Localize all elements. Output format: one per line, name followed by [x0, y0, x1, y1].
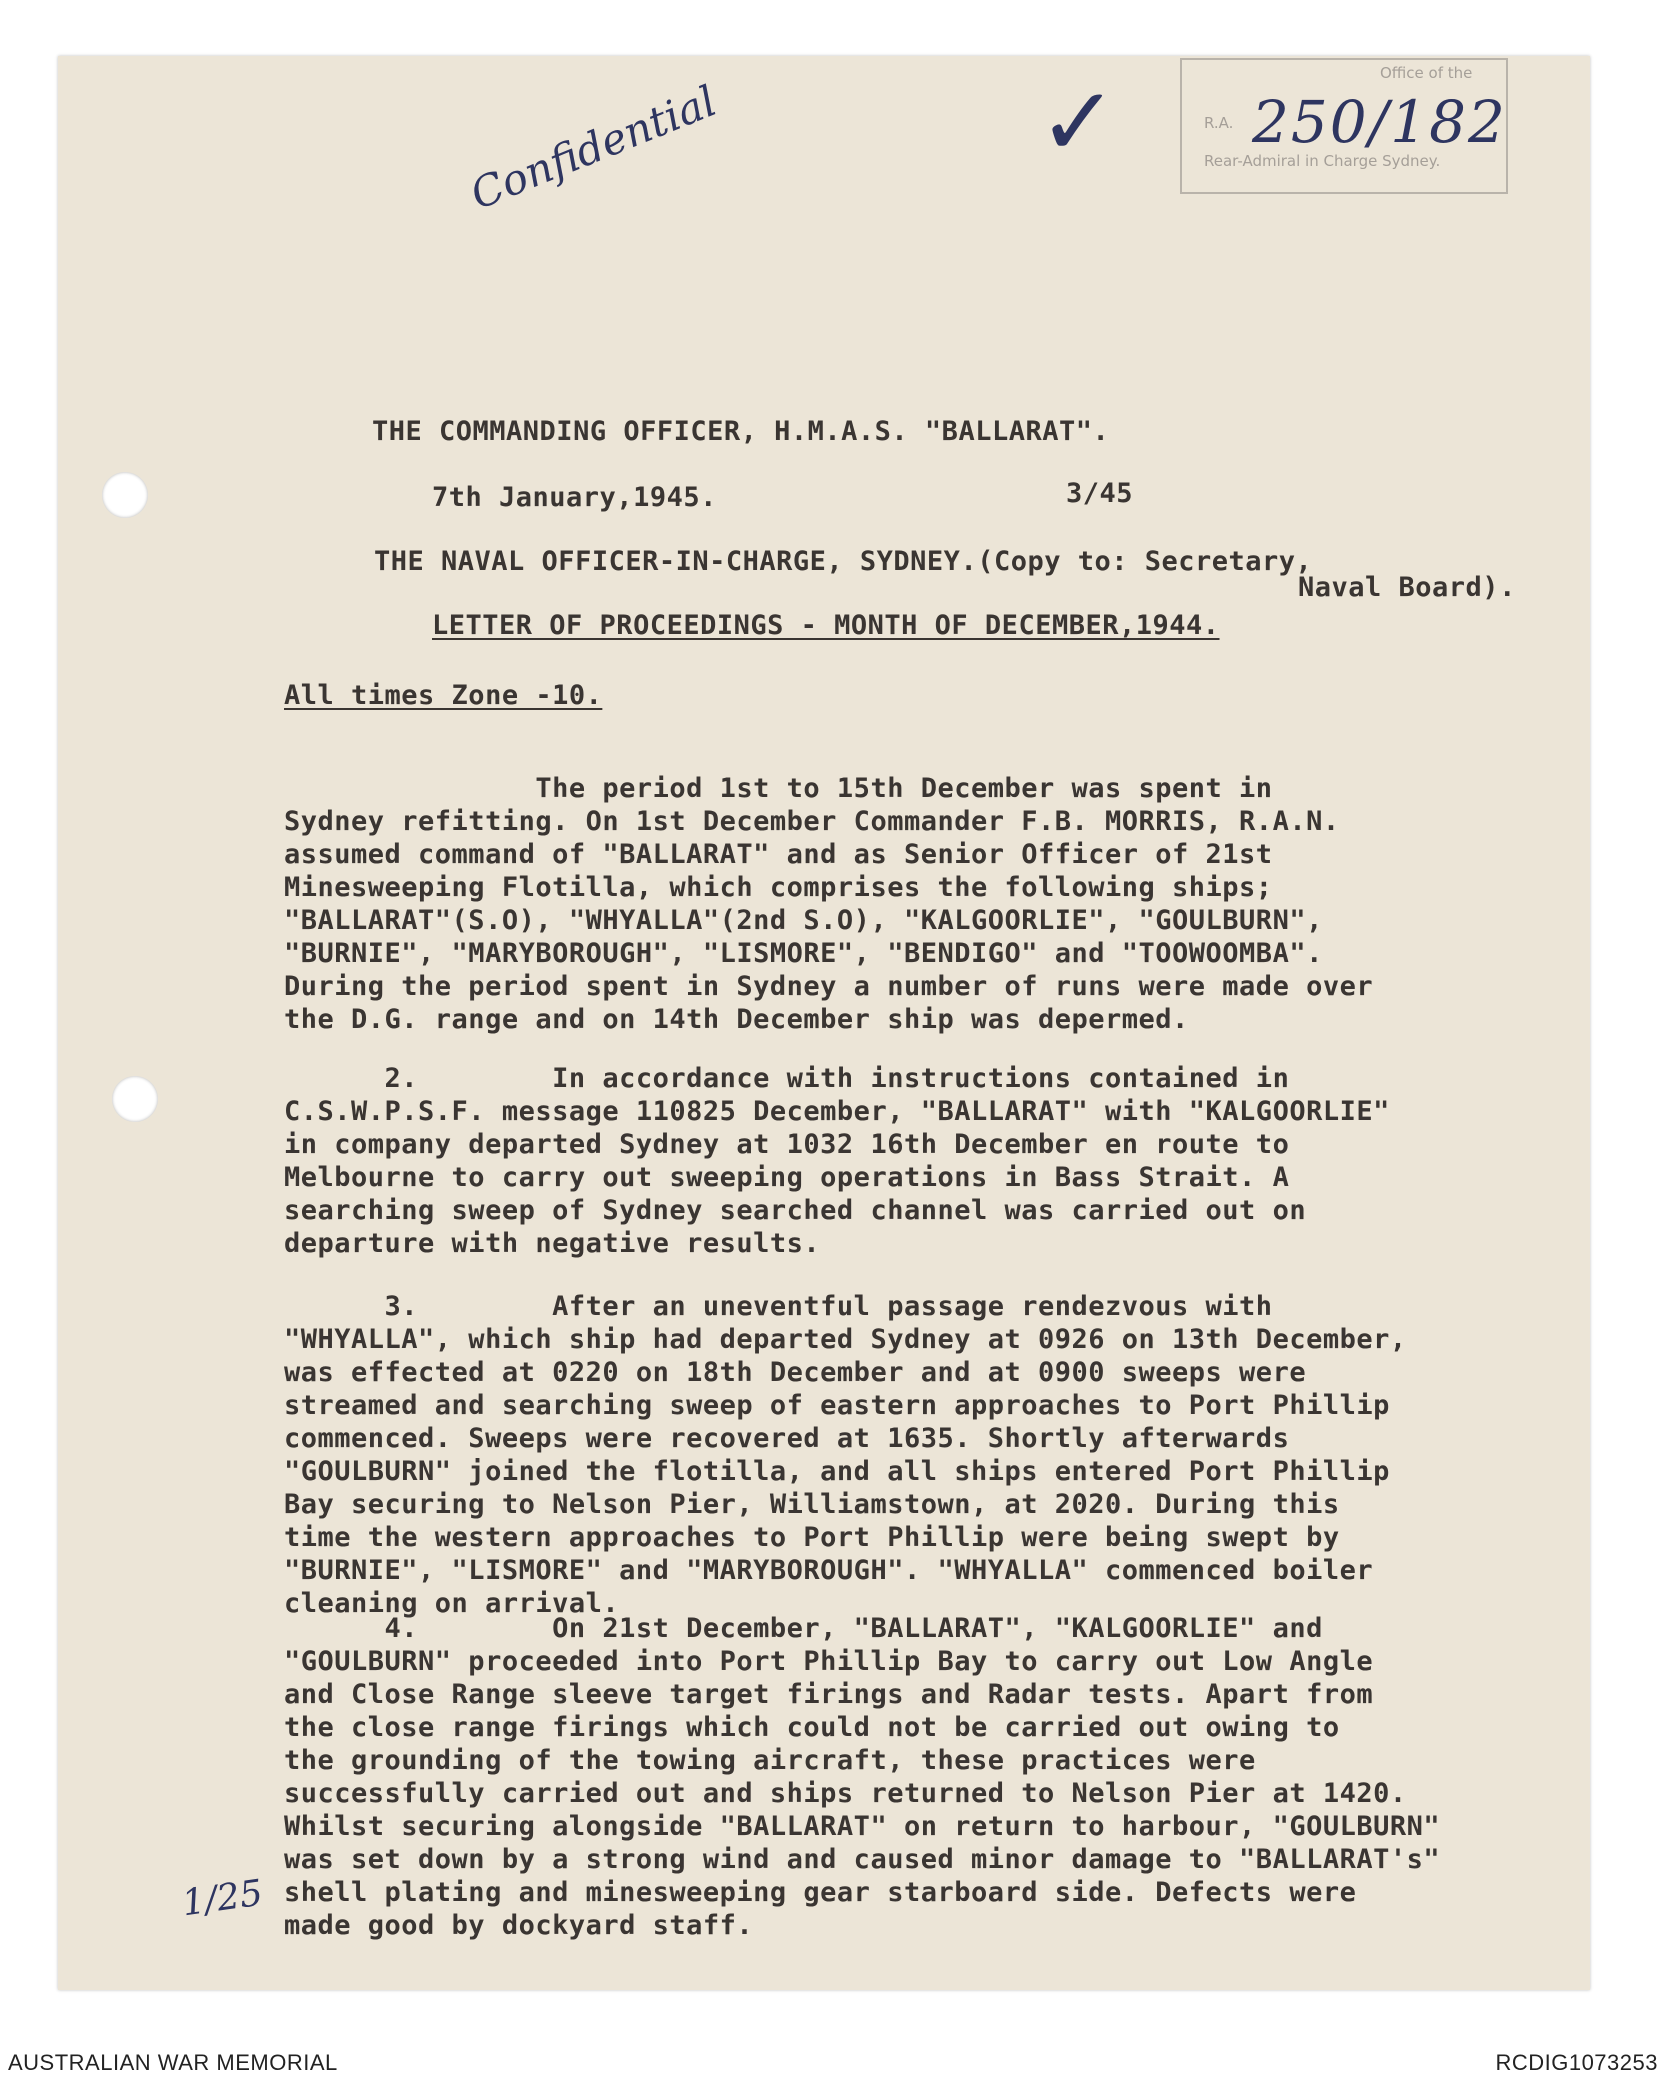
letter-to-line-1: THE NAVAL OFFICER-IN-CHARGE, SYDNEY.(Copy to: Secretary,	[374, 546, 1313, 577]
paragraph-line: in company departed Sydney at 1032 16th December en route to	[284, 1129, 1290, 1160]
paragraph-line: the grounding of the towing aircraft, these practices were	[284, 1745, 1256, 1776]
letter-to-line-2: Naval Board).	[1298, 572, 1516, 603]
stamp-line-2: R.A.	[1204, 114, 1234, 132]
paragraph-line: Whilst securing alongside "BALLARAT" on return to harbour, "GOULBURN"	[284, 1811, 1441, 1842]
paragraph-line: "BURNIE", "MARYBOROUGH", "LISMORE", "BENDIGO" and "TOOWOOMBA".	[284, 938, 1323, 969]
archive-credit: AUSTRALIAN WAR MEMORIAL	[8, 2050, 338, 2075]
paragraph-line: 4. On 21st December, "BALLARAT", "KALGOORLIE" and	[284, 1613, 1323, 1644]
margin-note: 1/25	[179, 1872, 266, 1925]
file-number: 250/182	[1252, 88, 1507, 156]
paragraph-line: commenced. Sweeps were recovered at 1635. Shortly afterwards	[284, 1423, 1290, 1454]
paragraph-line: shell plating and minesweeping gear starboard side. Defects were	[284, 1877, 1357, 1908]
paragraph-line: Minesweeping Flotilla, which comprises the following ships;	[284, 872, 1273, 903]
paragraph-line: 2. In accordance with instructions contained in	[284, 1063, 1290, 1094]
punch-hole-top	[102, 472, 148, 518]
confidential-annotation: Confidential	[463, 76, 724, 219]
paragraph-line: successfully carried out and ships returned to Nelson Pier at 1420.	[284, 1778, 1407, 1809]
letter-reference: 3/45	[1066, 478, 1134, 509]
paragraph-line: "GOULBURN" joined the flotilla, and all ships entered Port Phillip	[284, 1456, 1390, 1487]
paragraph-line: "BALLARAT"(S.O), "WHYALLA"(2nd S.O), "KALGOORLIE", "GOULBURN",	[284, 905, 1323, 936]
paragraph-line: Sydney refitting. On 1st December Commander F.B. MORRIS, R.A.N.	[284, 806, 1340, 837]
paragraph-4	[284, 1612, 1440, 1942]
letter-subject: LETTER OF PROCEEDINGS - MONTH OF DECEMBER,1944.	[432, 610, 1220, 641]
paragraph-line: the close range firings which could not be carried out owing to	[284, 1712, 1340, 1743]
stamp-line-1: Office of the	[1380, 64, 1473, 82]
paragraph-line: Melbourne to carry out sweeping operations in Bass Strait. A	[284, 1162, 1290, 1193]
letter-date: 7th January,1945.	[432, 482, 717, 513]
paragraph-line: was set down by a strong wind and caused minor damage to "BALLARAT's"	[284, 1844, 1441, 1875]
paragraph-line: the D.G. range and on 14th December ship was depermed.	[284, 1004, 1189, 1035]
paragraph-line: and Close Range sleeve target firings and Radar tests. Apart from	[284, 1679, 1374, 1710]
paragraph-line: searching sweep of Sydney searched channel was carried out on	[284, 1195, 1307, 1226]
paragraph-1	[284, 772, 1373, 1036]
paragraph-line: made good by dockyard staff.	[284, 1910, 754, 1941]
punch-hole-bottom	[112, 1076, 158, 1122]
paragraph-line: "WHYALLA", which ship had departed Sydney at 0926 on 13th December,	[284, 1324, 1407, 1355]
paragraph-line: cleaning on arrival.	[284, 1588, 620, 1619]
paragraph-line: "BURNIE", "LISMORE" and "MARYBOROUGH". "WHYALLA" commenced boiler	[284, 1555, 1374, 1586]
paragraph-line: 3. After an uneventful passage rendezvous with	[284, 1291, 1273, 1322]
letter-from: THE COMMANDING OFFICER, H.M.A.S. "BALLARAT".	[372, 416, 1110, 447]
paragraph-line: assumed command of "BALLARAT" and as Senior Officer of 21st	[284, 839, 1273, 870]
stamp-line-3: Rear-Admiral in Charge Sydney.	[1204, 152, 1441, 170]
time-zone-note: All times Zone -10.	[284, 680, 603, 711]
paragraph-line: was effected at 0220 on 18th December and at 0900 sweeps were	[284, 1357, 1307, 1388]
paragraph-line: time the western approaches to Port Phillip were being swept by	[284, 1522, 1340, 1553]
check-mark: ✓	[1038, 66, 1119, 178]
paragraph-line: departure with negative results.	[284, 1228, 821, 1259]
paragraph-line: During the period spent in Sydney a number of runs were made over	[284, 971, 1374, 1002]
paragraph-line: Bay securing to Nelson Pier, Williamstown, at 2020. During this	[284, 1489, 1340, 1520]
paragraph-line: The period 1st to 15th December was spent in	[284, 773, 1273, 804]
paragraph-line: streamed and searching sweep of eastern approaches to Port Phillip	[284, 1390, 1390, 1421]
archive-id: RCDIG1073253	[1495, 2050, 1658, 2075]
paragraph-line: C.S.W.P.S.F. message 110825 December, "BALLARAT" with "KALGOORLIE"	[284, 1096, 1390, 1127]
paragraph-2	[284, 1062, 1390, 1260]
paragraph-3	[284, 1290, 1407, 1620]
paragraph-line: "GOULBURN" proceeded into Port Phillip Bay to carry out Low Angle	[284, 1646, 1374, 1677]
